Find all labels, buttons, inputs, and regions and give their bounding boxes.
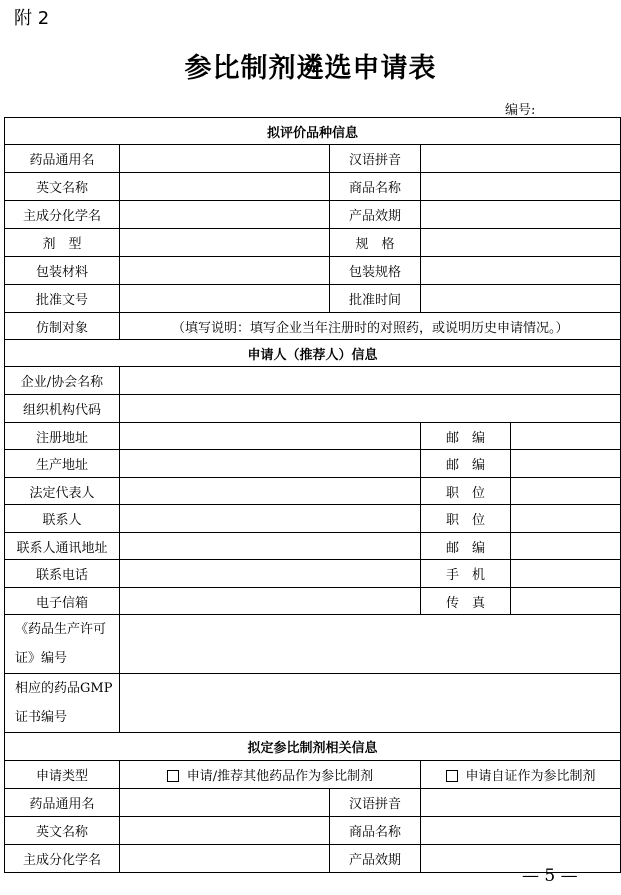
generic-name-input[interactable] — [120, 145, 330, 173]
org-code-input[interactable] — [120, 395, 621, 423]
checkbox-icon[interactable] — [446, 770, 458, 782]
fax-input[interactable] — [511, 588, 621, 615]
field-label: 邮 编 — [421, 423, 511, 450]
registered-postcode-input[interactable] — [511, 423, 621, 450]
section-header-product-info: 拟评价品种信息 — [5, 118, 621, 145]
field-label: 组织机构代码 — [5, 395, 120, 423]
imitation-target-input[interactable]: （填写说明：填写企业当年注册时的对照药，或说明历史申请情况。） — [120, 313, 621, 340]
field-label: 英文名称 — [5, 173, 120, 201]
ref-english-name-input[interactable] — [120, 817, 330, 845]
field-label: 主成分化学名 — [5, 201, 120, 229]
shelf-life-input[interactable] — [421, 201, 621, 229]
option-recommend-other[interactable] — [120, 761, 421, 789]
contact-phone-input[interactable] — [120, 560, 421, 588]
field-label: 药品通用名 — [5, 789, 120, 817]
legal-representative-input[interactable] — [120, 478, 421, 505]
field-label: 注册地址 — [5, 423, 120, 450]
section-header-reference-info: 拟定参比制剂相关信息 — [5, 733, 621, 761]
field-label: 汉语拼音 — [330, 145, 421, 173]
production-license-input[interactable] — [120, 615, 621, 674]
serial-number-label: 编号: — [505, 103, 536, 118]
field-label: 商品名称 — [330, 173, 421, 201]
field-label: 联系电话 — [5, 560, 120, 588]
field-label: 商品名称 — [330, 817, 421, 845]
field-label: 企业/协会名称 — [5, 367, 120, 395]
option-label: 申请/推荐其他药品作为参比制剂 — [186, 769, 374, 784]
field-label: 生产地址 — [5, 450, 120, 478]
company-name-input[interactable] — [120, 367, 621, 395]
contact-address-input[interactable] — [120, 533, 421, 560]
contact-postcode-input[interactable] — [511, 533, 621, 560]
field-label: 产品效期 — [330, 845, 421, 873]
field-label: 包装材料 — [5, 257, 120, 285]
production-address-input[interactable] — [120, 450, 421, 478]
production-postcode-input[interactable] — [511, 450, 621, 478]
dosage-form-input[interactable] — [120, 229, 330, 257]
registered-address-input[interactable] — [120, 423, 421, 450]
ref-shelf-life-input[interactable] — [421, 845, 621, 873]
field-label: 职 位 — [421, 478, 511, 505]
field-label: 传 真 — [421, 588, 511, 615]
application-form-table — [4, 117, 621, 873]
english-name-input[interactable] — [120, 173, 330, 201]
form-title: 参比制剂遴选申请表 — [184, 53, 437, 84]
packaging-material-input[interactable] — [120, 257, 330, 285]
field-label: 主成分化学名 — [5, 845, 120, 873]
pinyin-input[interactable] — [421, 145, 621, 173]
field-label: 英文名称 — [5, 817, 120, 845]
field-label: 联系人通讯地址 — [5, 533, 120, 560]
package-spec-input[interactable] — [421, 257, 621, 285]
ref-generic-name-input[interactable] — [120, 789, 330, 817]
field-label: 包装规格 — [330, 257, 421, 285]
appendix-label: 附 2 — [14, 8, 50, 29]
option-label: 申请自证作为参比制剂 — [465, 769, 596, 784]
field-label: 产品效期 — [330, 201, 421, 229]
gmp-certificate-input[interactable] — [120, 674, 621, 733]
field-label: 邮 编 — [421, 450, 511, 478]
ref-chemical-name-input[interactable] — [120, 845, 330, 873]
field-label: 申请类型 — [5, 761, 120, 789]
contact-person-input[interactable] — [120, 505, 421, 533]
contact-position-input[interactable] — [511, 505, 621, 533]
ref-trade-name-input[interactable] — [421, 817, 621, 845]
field-label: 汉语拼音 — [330, 789, 421, 817]
field-label: 剂 型 — [5, 229, 120, 257]
specification-input[interactable] — [421, 229, 621, 257]
approval-number-input[interactable] — [120, 285, 330, 313]
field-label: 相应的药品GMP证书编号 — [5, 674, 120, 733]
trade-name-input[interactable] — [421, 173, 621, 201]
chemical-name-input[interactable] — [120, 201, 330, 229]
ref-pinyin-input[interactable] — [421, 789, 621, 817]
representative-position-input[interactable] — [511, 478, 621, 505]
field-label: 手 机 — [421, 560, 511, 588]
field-label: 联系人 — [5, 505, 120, 533]
section-header-applicant-info: 申请人（推荐人）信息 — [5, 340, 621, 367]
field-label: 仿制对象 — [5, 313, 120, 340]
email-input[interactable] — [120, 588, 421, 615]
checkbox-icon[interactable] — [167, 770, 179, 782]
field-label: 职 位 — [421, 505, 511, 533]
option-self-certify[interactable] — [421, 761, 621, 789]
field-label: 药品通用名 — [5, 145, 120, 173]
field-label: 规 格 — [330, 229, 421, 257]
field-label: 批准文号 — [5, 285, 120, 313]
page-number: — 5 — — [522, 866, 578, 886]
field-label: 电子信箱 — [5, 588, 120, 615]
field-label: 《药品生产许可证》编号 — [5, 615, 120, 674]
field-label: 法定代表人 — [5, 478, 120, 505]
field-label: 批准时间 — [330, 285, 421, 313]
field-label: 邮 编 — [421, 533, 511, 560]
approval-date-input[interactable] — [421, 285, 621, 313]
mobile-input[interactable] — [511, 560, 621, 588]
